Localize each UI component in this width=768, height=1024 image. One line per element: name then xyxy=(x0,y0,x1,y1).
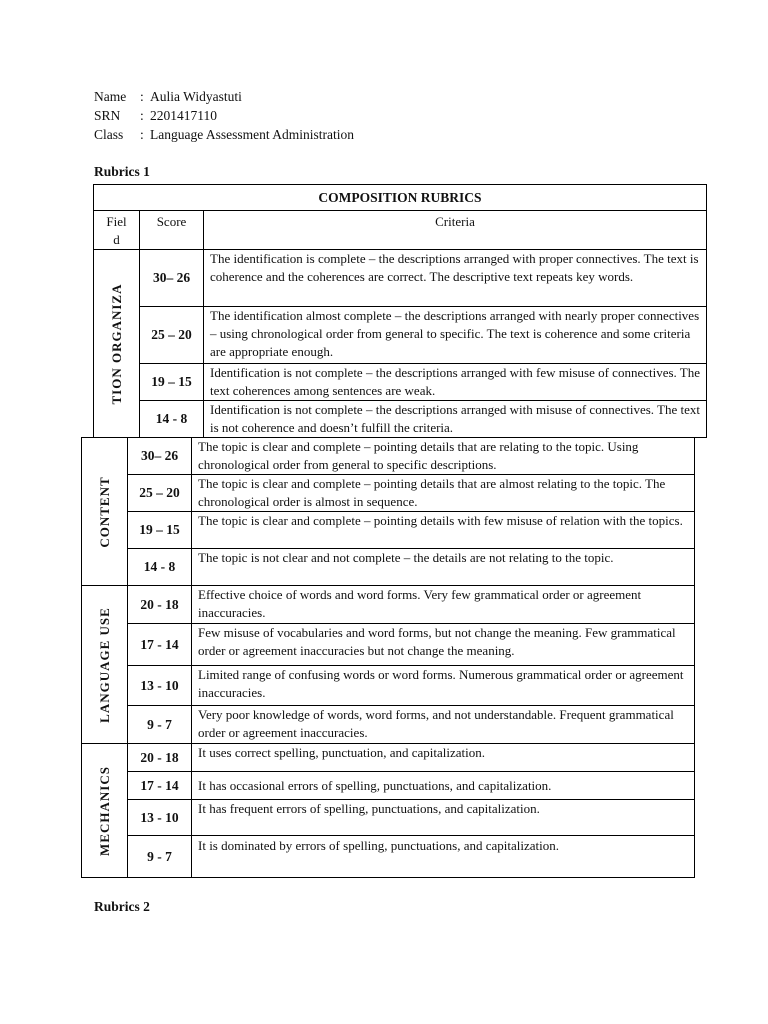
srn-sep: : xyxy=(140,108,144,123)
criteria-cell: The topic is not clear and not complete – the details are not relating to the topic. xyxy=(192,549,695,586)
rubrics-table-organization xyxy=(93,184,707,438)
class-line xyxy=(94,125,354,144)
table-row xyxy=(82,475,695,512)
table-title: COMPOSITION RUBRICS xyxy=(94,185,707,211)
class-value: Language Assessment Administration xyxy=(150,127,354,142)
score-cell: 9 - 7 xyxy=(128,836,192,878)
criteria-cell: It is dominated by errors of spelling, punctuations, and capitalization. xyxy=(192,836,695,878)
criteria-cell: Limited range of confusing words or word forms. Numerous grammatical order or agreement inaccuracies. xyxy=(192,666,695,706)
criteria-cell: Identification is not complete – the descriptions arranged with few misuse of connectives. The text coherences among sentences are weak. xyxy=(204,364,707,401)
score-header: Score xyxy=(140,211,204,250)
name-line xyxy=(94,87,242,106)
table-row xyxy=(82,836,695,878)
table-row xyxy=(82,549,695,586)
class-key: Class xyxy=(94,127,124,142)
score-cell: 17 - 14 xyxy=(128,624,192,666)
criteria-cell: The topic is clear and complete – pointing details that are almost relating to the topic. The chronological order is almost in sequence. xyxy=(192,475,695,512)
score-cell: 13 - 10 xyxy=(128,800,192,836)
srn-key: SRN xyxy=(94,108,121,123)
field-header-line2: d xyxy=(113,232,120,247)
criteria-cell: Effective choice of words and word forms. Very few grammatical order or agreement inaccuracies. xyxy=(192,586,695,624)
table-row xyxy=(94,250,707,307)
criteria-cell: The identification is complete – the descriptions arranged with proper connectives. The text is coherence and the coherences are correct. The descriptive text repeats key words. xyxy=(204,250,707,307)
field-header xyxy=(94,211,140,250)
score-cell: 14 - 8 xyxy=(128,549,192,586)
field-cell-language-use xyxy=(82,586,128,744)
table-row xyxy=(82,706,695,744)
criteria-cell: It uses correct spelling, punctuation, and capitalization. xyxy=(192,744,695,772)
class-sep: : xyxy=(140,127,144,142)
srn-line xyxy=(94,106,217,125)
criteria-cell: Very poor knowledge of words, word forms, and not understandable. Frequent grammatical order or agreement inaccuracies. xyxy=(192,706,695,744)
score-cell: 19 – 15 xyxy=(140,364,204,401)
criteria-cell: Identification is not complete – the descriptions arranged with misuse of connectives. The text is not coherence and doesn’t fulfill the criteria. xyxy=(204,401,707,438)
field-cell-organization xyxy=(94,250,140,438)
score-cell: 20 - 18 xyxy=(128,586,192,624)
table-row xyxy=(94,307,707,364)
score-cell: 25 – 20 xyxy=(140,307,204,364)
criteria-cell: It has occasional errors of spelling, punctuations, and capitalization. xyxy=(192,772,695,800)
rubrics-1-title: Rubrics 1 xyxy=(94,164,150,179)
criteria-cell: It has frequent errors of spelling, punctuations, and capitalization. xyxy=(192,800,695,836)
table-row xyxy=(82,438,695,475)
score-cell: 13 - 10 xyxy=(128,666,192,706)
score-cell: 17 - 14 xyxy=(128,772,192,800)
table-row xyxy=(82,772,695,800)
criteria-cell: The topic is clear and complete – pointing details that are relating to the topic. Using chronological order from general to specific descriptions. xyxy=(192,438,695,475)
score-cell: 20 - 18 xyxy=(128,744,192,772)
field-header-line1: Fiel xyxy=(106,214,127,229)
field-label-organization: TION ORGANIZA xyxy=(108,283,124,404)
score-cell: 30– 26 xyxy=(140,250,204,307)
criteria-cell: The topic is clear and complete – pointing details with few misuse of relation with the topics. xyxy=(192,512,695,549)
score-cell: 9 - 7 xyxy=(128,706,192,744)
field-label-language-use: LANGUAGE USE xyxy=(96,606,112,723)
criteria-cell: Few misuse of vocabularies and word forms, but not change the meaning. Few grammatical order or agreement inaccuracies but not change the meaning. xyxy=(192,624,695,666)
table-row xyxy=(82,586,695,624)
table-row xyxy=(94,364,707,401)
field-label-mechanics: MECHANICS xyxy=(96,765,112,856)
rubrics-2-title: Rubrics 2 xyxy=(94,899,150,914)
name-value: Aulia Widyastuti xyxy=(150,89,242,104)
table-row xyxy=(82,512,695,549)
field-cell-content xyxy=(82,438,128,586)
table-row xyxy=(82,666,695,706)
field-cell-mechanics xyxy=(82,744,128,878)
criteria-cell: The identification almost complete – the descriptions arranged with nearly proper connectives – using chronological order from general to specific. The text is coherence and some criteria are appropriate enough. xyxy=(204,307,707,364)
table-row xyxy=(94,401,707,438)
score-cell: 25 – 20 xyxy=(128,475,192,512)
rubrics-table-continued xyxy=(81,437,695,878)
score-cell: 19 – 15 xyxy=(128,512,192,549)
name-sep: : xyxy=(140,89,144,104)
table-row xyxy=(82,744,695,772)
name-key: Name xyxy=(94,89,127,104)
table-row xyxy=(82,624,695,666)
score-cell: 30– 26 xyxy=(128,438,192,475)
criteria-header: Criteria xyxy=(204,211,707,250)
table-row xyxy=(82,800,695,836)
srn-value: 2201417110 xyxy=(150,108,217,123)
score-cell: 14 - 8 xyxy=(140,401,204,438)
field-label-content: CONTENT xyxy=(96,475,112,548)
